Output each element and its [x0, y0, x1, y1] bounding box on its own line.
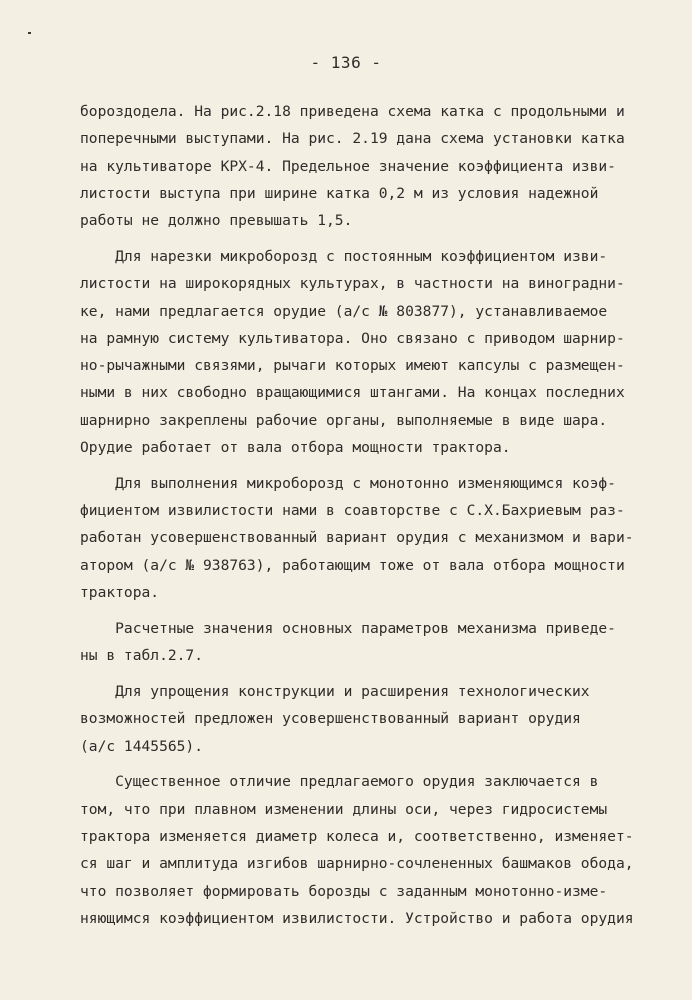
page-number: - 136 - [310, 53, 382, 72]
text-line: ке, нами предлагается орудие (а/с № 803877), устанавливаемое [80, 302, 608, 320]
paragraph-4 [80, 615, 615, 670]
margin-mark [28, 32, 31, 34]
text-line: трактора изменяется диаметр колеса и, соответственно, изменяет- [80, 827, 634, 845]
paragraph-2 [80, 243, 625, 461]
text-line: Для нарезки микроборозд с постоянным коэффициентом изви- [80, 247, 608, 265]
text-line: ны в табл.2.7. [80, 647, 204, 665]
text-line: на рамную систему культиватора. Оно связано с приводом шарнир- [80, 329, 625, 347]
text-line: Расчетные значения основных параметров механизма приведе- [80, 619, 616, 637]
text-line: Орудие работает от вала отбора мощности трактора. [80, 439, 511, 457]
paragraph-6 [80, 768, 634, 932]
text-line: трактора. [80, 584, 160, 602]
paragraph-3 [80, 470, 634, 606]
text-line: поперечными выступами. На рис. 2.19 дана схема установки катка [80, 130, 625, 148]
text-line: листости на широкорядных культурах, в частности на виноградни- [80, 275, 625, 293]
paragraph-1 [80, 98, 625, 234]
text-line: Для упрощения конструкции и расширения технологических [80, 682, 590, 700]
body-text [80, 98, 634, 932]
text-line: ся шаг и амплитуда изгибов шарнирно-сочлененных башмаков обода, [80, 855, 634, 873]
paragraph-5 [80, 678, 615, 760]
text-line: том, что при плавном изменении длины оси, через гидросистемы [80, 800, 608, 818]
text-line: работы не должно превышать 1,5. [80, 212, 353, 230]
text-line: работан усовершенствованный вариант орудия с механизмом и вари- [80, 529, 634, 547]
text-line: фициентом извилистости нами в соавторстве с С.Х.Бахриевым раз- [80, 502, 625, 520]
text-line: что позволяет формировать борозды с заданным монотонно-изме- [80, 882, 608, 900]
text-line: но-рычажными связями, рычаги которых имеют капсулы с размещен- [80, 357, 625, 375]
text-line: Существенное отличие предлагаемого орудия заключается в [80, 773, 599, 791]
text-line: атором (а/с № 938763), работающим тоже от вала отбора мощности [80, 556, 625, 574]
text-line: няющимся коэффициентом извилистости. Устройство и работа орудия [80, 909, 634, 927]
text-line: шарнирно закреплены рабочие органы, выполняемые в виде шара. [80, 411, 608, 429]
text-line: листости выступа при ширине катка 0,2 м из условия надежной [80, 184, 599, 202]
text-line: (а/с 1445565). [80, 737, 204, 755]
text-line: бороздодела. На рис.2.18 приведена схема катка с продольными и [80, 103, 625, 120]
text-line: на культиваторе КРХ-4. Предельное значение коэффициента изви- [80, 157, 616, 175]
text-line: ными в них свободно вращающимися штангами. На концах последних [80, 384, 625, 402]
text-line: Для выполнения микроборозд с монотонно изменяющимся коэф- [80, 474, 616, 492]
text-line: возможностей предложен усовершенствованный вариант орудия [80, 710, 581, 728]
